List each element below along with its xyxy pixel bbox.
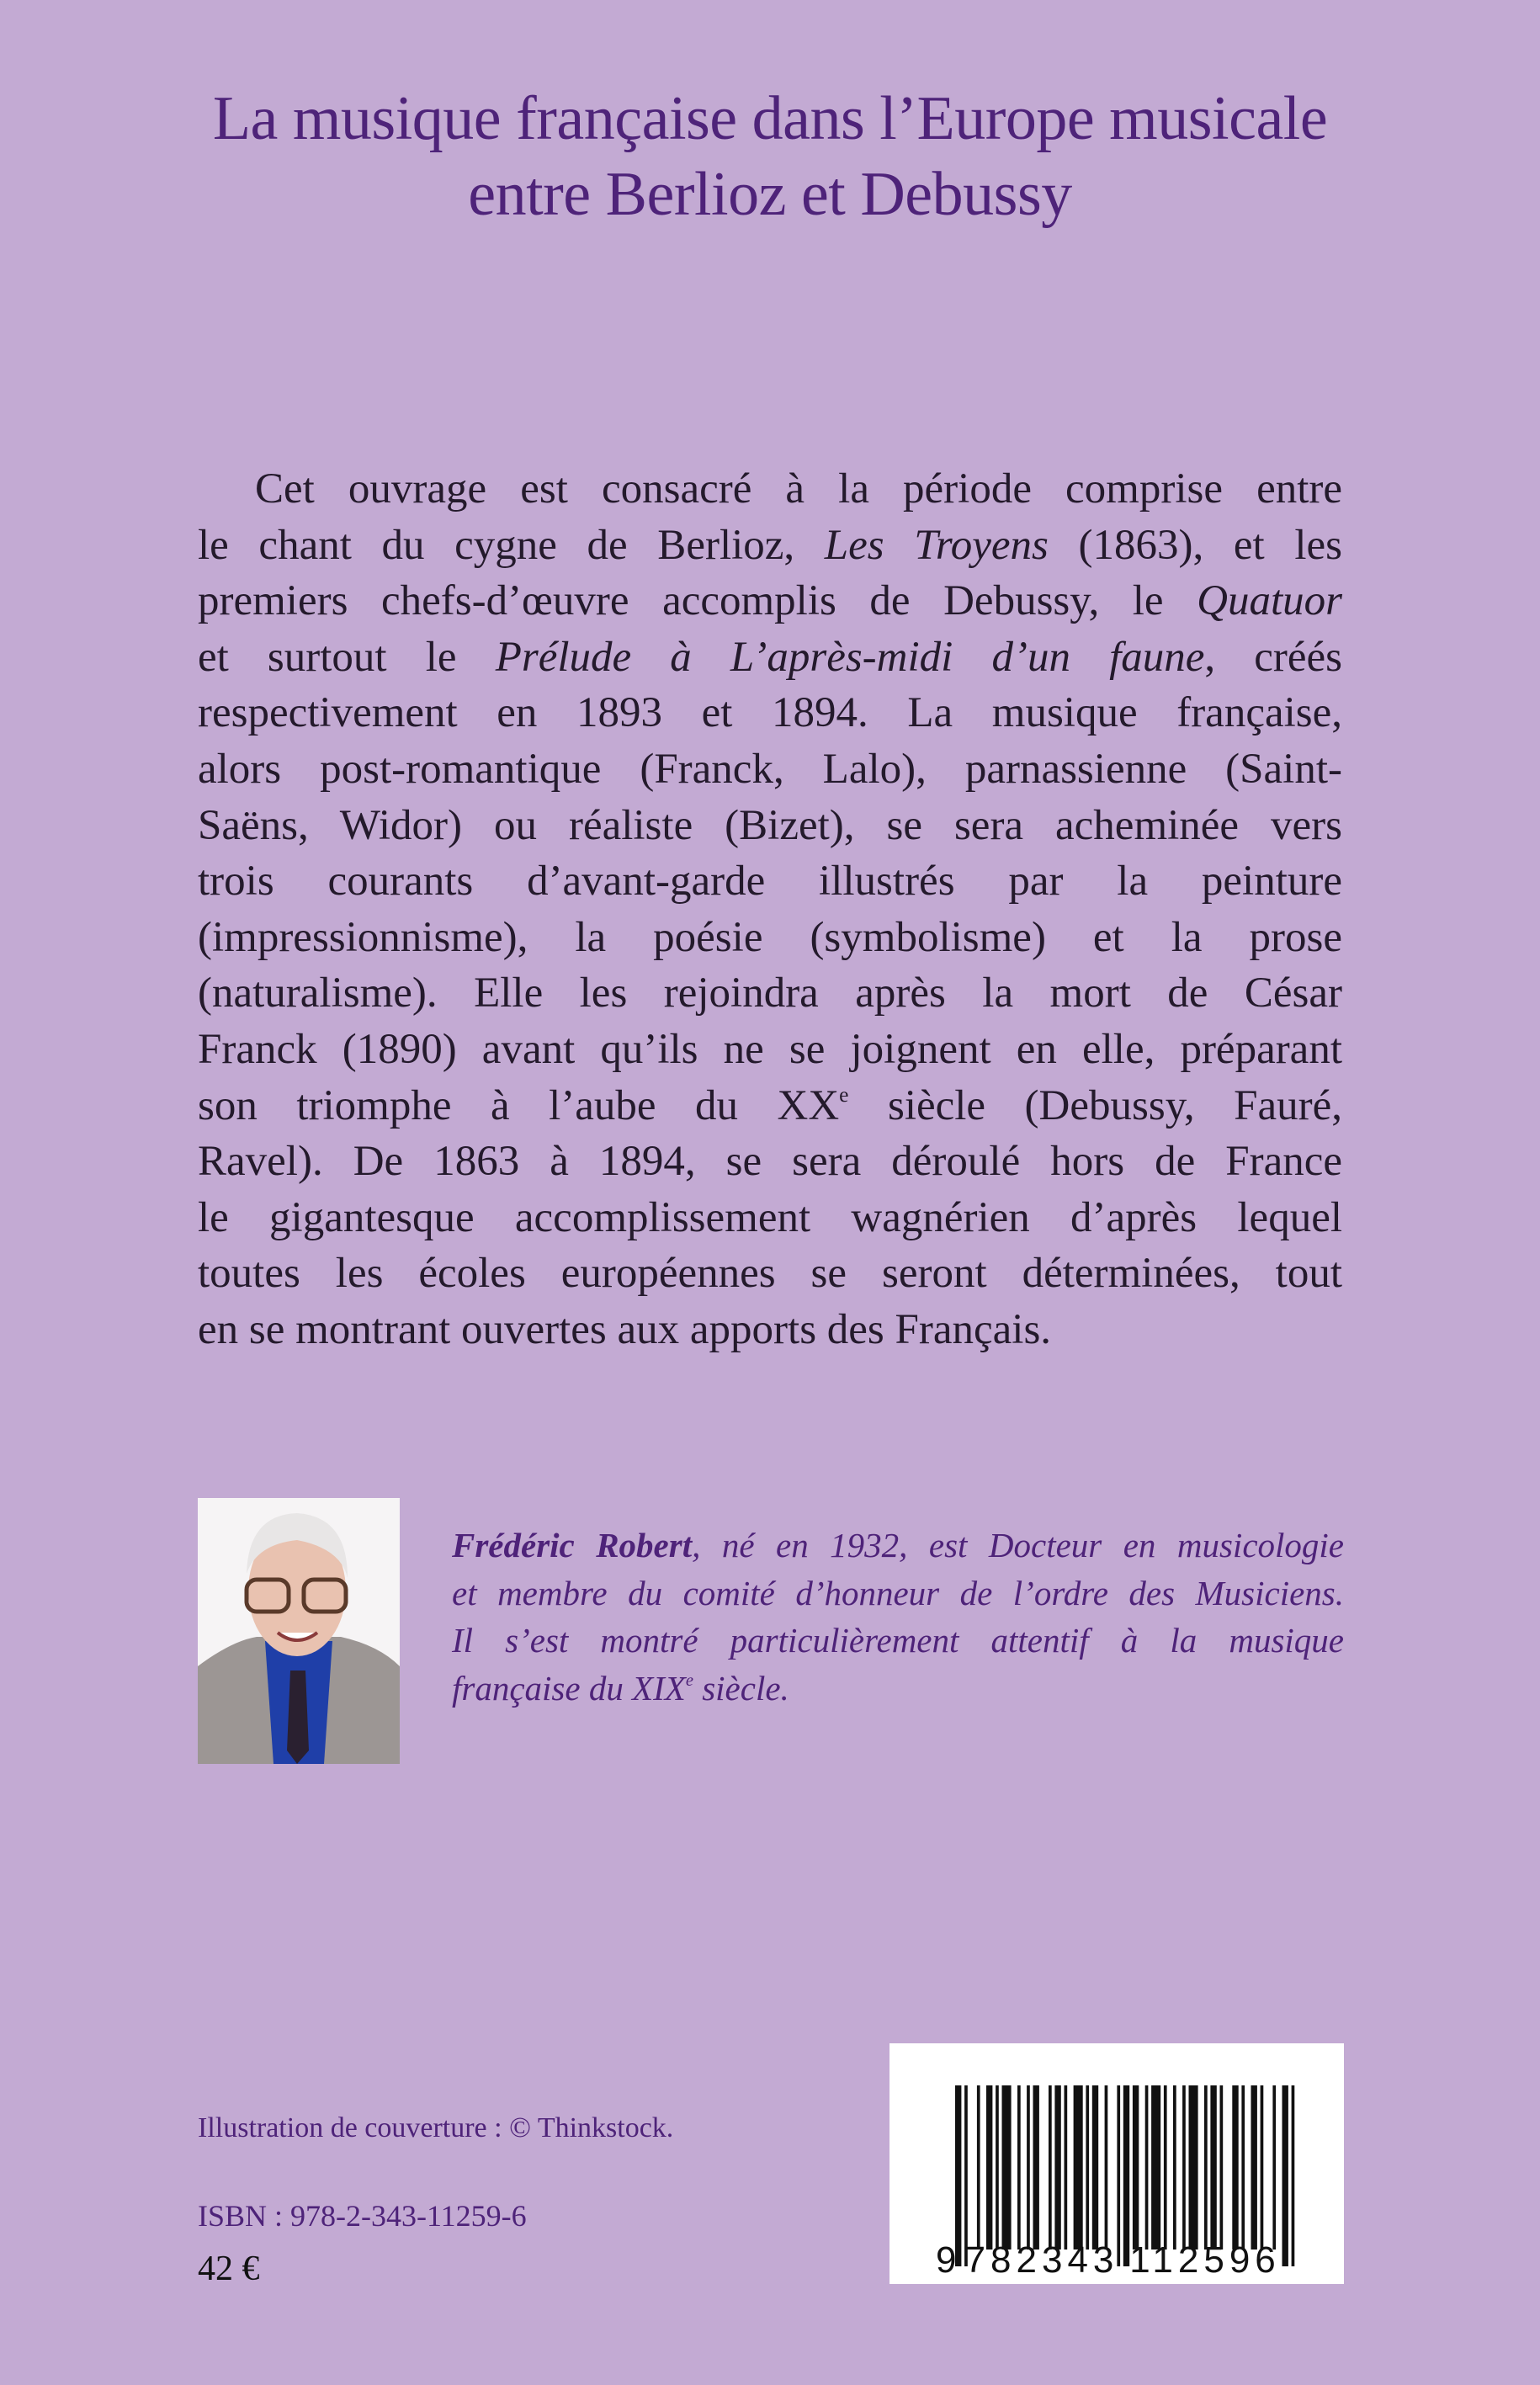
text-segment: son triomphe à l’aube du XX	[198, 1081, 840, 1129]
author-photo	[198, 1498, 400, 1764]
text-segment: Il s’est montré particulièrement attentif à la musique	[452, 1621, 1344, 1660]
text-segment: e	[839, 1082, 849, 1108]
barcode-digits: 782343	[964, 2239, 1119, 2281]
text-segment: le chant du cygne de Berlioz,	[198, 521, 825, 569]
summary-line	[198, 1078, 1342, 1134]
text-segment: (1863), et les	[1048, 521, 1342, 569]
barcode-bar	[1204, 2085, 1208, 2250]
text-segment: , créés	[1204, 633, 1343, 681]
text-segment: siècle (Debussy, Fauré,	[848, 1081, 1343, 1129]
text-segment: Les Troyens	[824, 521, 1049, 569]
barcode-bar	[1105, 2085, 1108, 2250]
summary-line	[198, 853, 1342, 910]
author-bio	[452, 1522, 1344, 1712]
barcode-bar	[1261, 2085, 1264, 2250]
book-title-line-2: entre Berlioz et Debussy	[468, 160, 1072, 229]
barcode-bar	[1241, 2085, 1245, 2250]
text-segment: (naturalisme). Elle les rejoindra après la mort de César	[198, 969, 1342, 1017]
summary-line	[198, 741, 1342, 798]
text-segment: respectivement en 1893 et 1894. La musique française,	[198, 689, 1342, 737]
text-segment: Cet ouvrage est consacré à la période comprise entre	[255, 465, 1342, 513]
bio-line	[452, 1522, 1344, 1570]
barcode-bar	[1123, 2085, 1129, 2266]
summary-line	[198, 965, 1342, 1022]
summary-line	[198, 798, 1342, 854]
barcode-bar	[1065, 2085, 1068, 2250]
text-segment: Saëns, Widor) ou réaliste (Bizet), se sera acheminée vers	[198, 801, 1342, 849]
text-segment: française du XIX	[452, 1668, 686, 1708]
text-segment: en se montrant ouvertes aux apports des Français.	[198, 1305, 1052, 1353]
summary-line	[198, 1022, 1342, 1078]
summary-line	[198, 1246, 1342, 1302]
barcode-bar	[1173, 2085, 1176, 2250]
text-segment: , né en 1932, est Docteur en musicologie	[692, 1526, 1344, 1564]
barcode-digits: 112596	[1129, 2239, 1281, 2281]
barcode-bar	[1017, 2085, 1021, 2250]
summary-line	[198, 685, 1342, 741]
bio-line	[452, 1665, 1344, 1713]
barcode-bar	[1074, 2085, 1083, 2250]
barcode-bar	[1002, 2085, 1012, 2250]
summary-line	[198, 1190, 1342, 1246]
bio-line	[452, 1617, 1344, 1665]
isbn: ISBN : 978-2-343-11259-6	[198, 2199, 527, 2233]
barcode-bar	[1133, 2085, 1139, 2250]
barcode-bar	[1272, 2085, 1276, 2250]
isbn-barcode	[889, 2043, 1344, 2284]
summary-line	[198, 518, 1342, 574]
barcode-bar	[1145, 2085, 1149, 2250]
text-segment: alors post-romantique (Franck, Lalo), parnassienne (Saint-	[198, 745, 1342, 793]
text-segment: Ravel). De 1863 à 1894, se sera déroulé hors de France	[198, 1138, 1342, 1186]
barcode-bar	[1189, 2085, 1198, 2250]
barcode-digits: 9	[936, 2239, 962, 2281]
summary-line	[198, 629, 1342, 686]
text-segment: siècle.	[693, 1668, 789, 1708]
summary-text	[198, 461, 1342, 1358]
text-segment: Prélude à L’après-midi d’un faune	[495, 633, 1205, 681]
barcode-bar	[1092, 2085, 1098, 2250]
text-segment: et membre du comité d’honneur de l’ordre des Musiciens.	[452, 1573, 1344, 1612]
text-segment: Quatuor	[1197, 577, 1342, 625]
barcode-bar	[996, 2085, 999, 2250]
barcode-bar	[1220, 2085, 1224, 2250]
barcode-bar	[1232, 2085, 1238, 2250]
text-segment: e	[685, 1671, 693, 1691]
text-segment: Franck (1890) avant qu’ils ne se joignent en elle, préparant	[198, 1025, 1342, 1073]
text-segment: trois courants d’avant-garde illustrés par la peinture	[198, 858, 1342, 906]
text-segment: (impressionnisme), la poésie (symbolisme) et la prose	[198, 913, 1342, 961]
barcode-bar	[1210, 2085, 1216, 2250]
text-segment: Frédéric Robert	[452, 1526, 693, 1564]
text-segment: toutes les écoles européennes se seront déterminées, tout	[198, 1250, 1342, 1298]
summary-line	[198, 910, 1342, 966]
summary-line	[198, 573, 1342, 629]
summary-line	[198, 1302, 1342, 1358]
barcode-bar	[1049, 2085, 1052, 2250]
barcode-bar	[1027, 2085, 1030, 2250]
text-segment: le gigantesque accomplissement wagnérien d’après lequel	[198, 1193, 1342, 1241]
barcode-bar	[1292, 2085, 1295, 2266]
summary-line	[198, 461, 1342, 518]
barcode-bar	[986, 2085, 992, 2250]
book-title-line-1: La musique française dans l’Europe musicale	[212, 84, 1328, 153]
barcode-bar	[1054, 2085, 1060, 2250]
text-segment: premiers chefs-d’œuvre accomplis de Debussy, le	[198, 577, 1197, 625]
barcode-bar	[1151, 2085, 1160, 2250]
cover-illustration-credit: Illustration de couverture : © Thinkstock.	[198, 2112, 674, 2143]
bio-line	[452, 1570, 1344, 1617]
summary-line	[198, 1134, 1342, 1190]
barcode-bar	[977, 2085, 980, 2250]
barcode-bar	[1033, 2085, 1039, 2250]
price: 42 €	[198, 2250, 260, 2288]
text-segment: et surtout le	[198, 633, 496, 681]
barcode-bar	[1182, 2085, 1186, 2250]
barcode-bar	[1164, 2085, 1167, 2250]
barcode-bar	[1086, 2085, 1089, 2250]
barcode-bar	[1251, 2085, 1257, 2250]
barcode-bar	[1282, 2085, 1288, 2266]
